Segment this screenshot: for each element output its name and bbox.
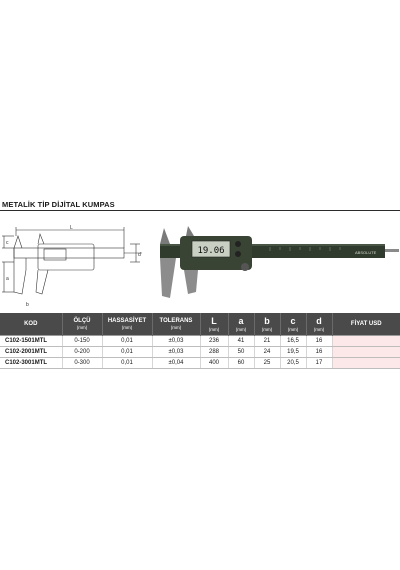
cell-b: 24 xyxy=(254,347,280,358)
header-a: a (mm) xyxy=(228,313,254,336)
cell-price xyxy=(332,358,400,369)
cell-tolerance: ±0,04 xyxy=(152,358,200,369)
table-header-row xyxy=(0,313,400,336)
table-row xyxy=(0,347,400,358)
dim-label-c: c xyxy=(6,240,9,246)
cell-d: 16 xyxy=(306,336,332,347)
cell-tolerance: ±0,03 xyxy=(152,336,200,347)
cell-b: 21 xyxy=(254,336,280,347)
header-d: d (mm) xyxy=(306,313,332,336)
table-row xyxy=(0,336,400,347)
header-precision: HASSASİYET (mm) xyxy=(102,313,152,336)
dim-label-a: a xyxy=(6,276,9,282)
header-L: L (mm) xyxy=(200,313,228,336)
cell-range: 0-300 xyxy=(62,358,102,369)
header-tolerance: TOLERANS (mm) xyxy=(152,313,200,336)
caliper-dimension-drawing xyxy=(0,222,150,312)
table-row xyxy=(0,358,400,369)
caliper-product-image xyxy=(150,222,400,302)
cell-code: C102-1501MTL xyxy=(0,336,62,347)
cell-range: 0-200 xyxy=(62,347,102,358)
cell-d: 17 xyxy=(306,358,332,369)
header-code: KOD xyxy=(0,313,62,336)
cell-a: 50 xyxy=(228,347,254,358)
cell-b: 25 xyxy=(254,358,280,369)
cell-a: 41 xyxy=(228,336,254,347)
cell-code: C102-2001MTL xyxy=(0,347,62,358)
cell-L: 236 xyxy=(200,336,228,347)
section-title: METALİK TİP DİJİTAL KUMPAS xyxy=(2,200,115,209)
header-b: b (mm) xyxy=(254,313,280,336)
cell-c: 19,5 xyxy=(280,347,306,358)
cell-c: 20,5 xyxy=(280,358,306,369)
cell-price xyxy=(332,347,400,358)
cell-precision: 0,01 xyxy=(102,347,152,358)
spec-table xyxy=(0,313,400,369)
cell-d: 16 xyxy=(306,347,332,358)
cell-precision: 0,01 xyxy=(102,336,152,347)
brand-label: ABSOLUTE xyxy=(355,250,377,255)
header-range: ÖLÇÜ (mm) xyxy=(62,313,102,336)
cell-a: 60 xyxy=(228,358,254,369)
cell-code: C102-3001MTL xyxy=(0,358,62,369)
cell-L: 400 xyxy=(200,358,228,369)
cell-range: 0-150 xyxy=(62,336,102,347)
cell-L: 288 xyxy=(200,347,228,358)
dim-label-L: L xyxy=(70,225,73,231)
header-c: c (mm) xyxy=(280,313,306,336)
cell-c: 16,5 xyxy=(280,336,306,347)
dim-label-d: d xyxy=(138,252,141,258)
dim-label-b: b xyxy=(26,302,29,308)
header-price: FİYAT USD xyxy=(332,313,400,336)
title-divider xyxy=(0,210,400,211)
cell-price xyxy=(332,336,400,347)
cell-tolerance: ±0,03 xyxy=(152,347,200,358)
cell-precision: 0,01 xyxy=(102,358,152,369)
lcd-reading: 19.06 xyxy=(197,246,225,256)
